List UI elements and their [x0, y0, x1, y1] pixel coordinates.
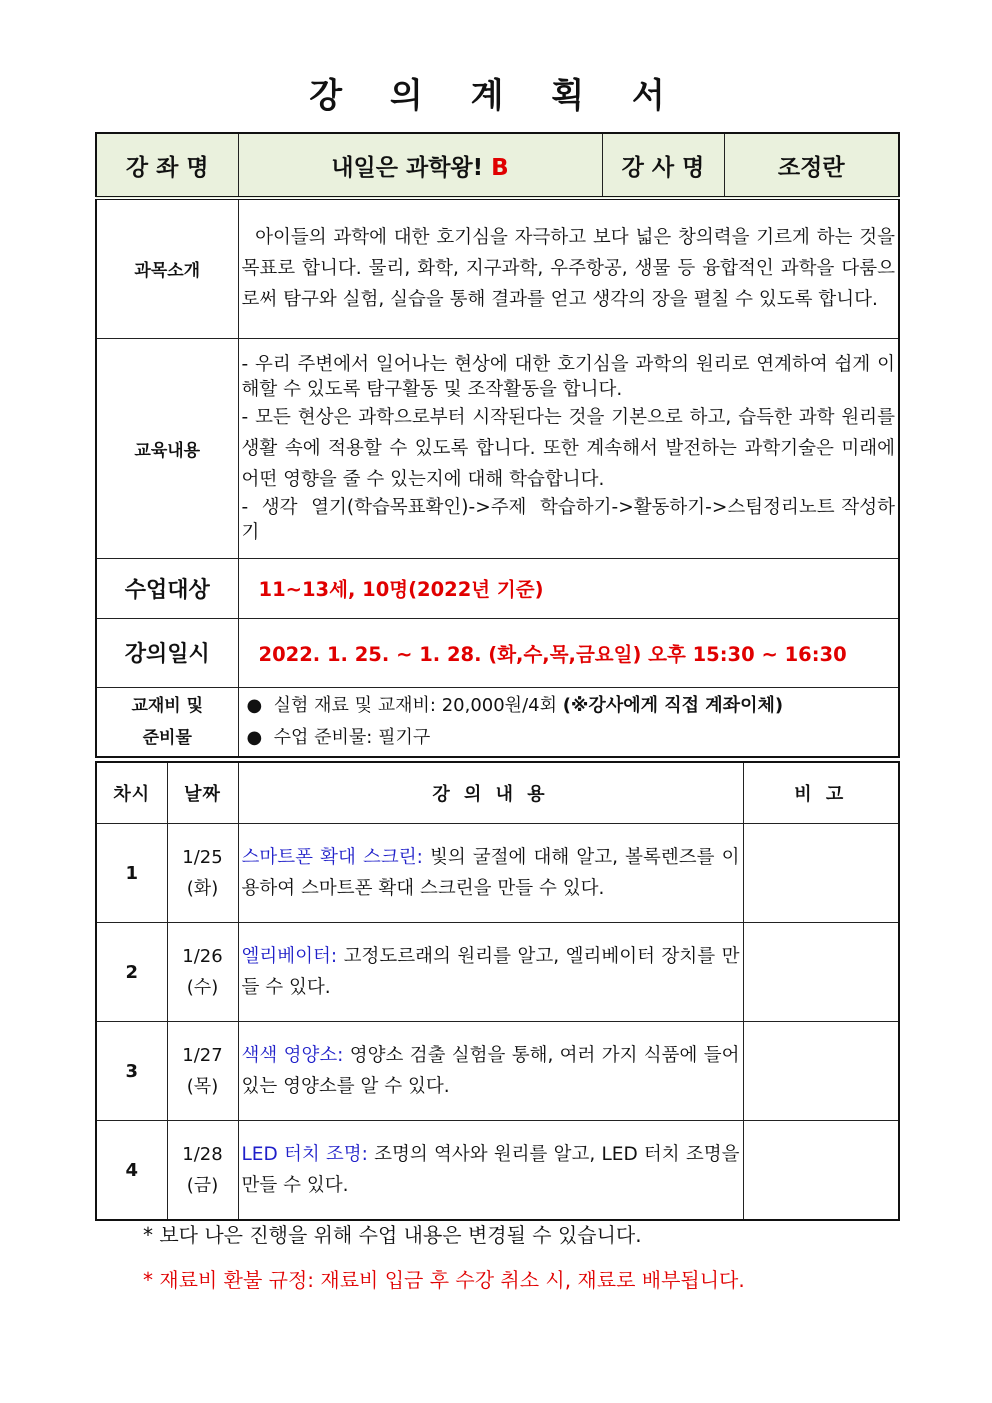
schedule-value: 2022. 1. 25. ~ 1. 28. (화,수,목,금요일) 오후 15:30 ~ 16:30 [238, 618, 899, 687]
intro-row [96, 198, 899, 338]
lesson-topic: 엘리베이터: [241, 946, 338, 967]
lesson-date-value: 1/25 [182, 847, 223, 868]
materials-item-1-bold: (※강사에게 직접 계좌이체) [562, 694, 784, 716]
lesson-number: 3 [96, 1022, 167, 1121]
instructor-name: 조정란 [724, 133, 899, 198]
lesson-description [238, 923, 743, 1022]
lesson-remarks [743, 1022, 899, 1121]
lesson-detail: 고정도르래의 원리를 알고, 엘리베이터 장치를 만들 수 있다. [241, 946, 740, 998]
intro-label: 과목소개 [96, 198, 238, 338]
materials-item-2: ● 수업 준비물: 필기구 [246, 726, 431, 748]
materials-label [96, 687, 238, 757]
lesson-number: 1 [96, 824, 167, 923]
lesson-description [238, 824, 743, 923]
lesson-detail: 조명의 역사와 원리를 알고, LED 터치 조명을 만들 수 있다. [241, 1144, 740, 1196]
content-row [96, 338, 899, 558]
course-name: 내일은 과학왕! [331, 154, 492, 181]
refund-notice: * 재료비 환불 규정: 재료비 입금 후 수강 취소 시, 재료로 배부됩니다. [143, 1268, 745, 1292]
content-header: 강 의 내 용 [238, 762, 743, 824]
lesson-date-value: 1/27 [182, 1045, 223, 1066]
lesson-header-row [96, 762, 899, 824]
lesson-date [167, 824, 238, 923]
lesson-number: 4 [96, 1121, 167, 1221]
lesson-date [167, 1121, 238, 1221]
session-header: 차시 [96, 762, 167, 824]
lesson-number: 2 [96, 923, 167, 1022]
materials-label-line2: 준비물 [142, 727, 192, 748]
lesson-topic: 색색 영양소: [241, 1045, 344, 1066]
change-notice: * 보다 나은 진행을 위해 수업 내용은 변경될 수 있습니다. [143, 1223, 642, 1247]
course-info-table [95, 132, 900, 758]
date-header: 날짜 [167, 762, 238, 824]
lesson-description [238, 1121, 743, 1221]
lesson-remarks [743, 824, 899, 923]
materials-list [238, 687, 899, 757]
remarks-header: 비 고 [743, 762, 899, 824]
lesson-detail: 빛의 굴절에 대해 알고, 볼록렌즈를 이용하여 스마트폰 확대 스크린을 만들 수 있다. [241, 847, 740, 899]
lesson-date [167, 1022, 238, 1121]
content-paragraph-1: - 우리 주변에서 일어나는 현상에 대한 호기심을 과학의 원리로 연계하여 쉽게 이해할 수 있도록 탐구활동 및 조작활동을 합니다. [241, 353, 895, 400]
course-header-row [96, 133, 899, 198]
target-value: 11~13세, 10명(2022년 기준) [238, 558, 899, 618]
lesson-day: (금) [186, 1175, 219, 1196]
lesson-date [167, 923, 238, 1022]
lesson-description [238, 1022, 743, 1121]
lesson-day: (화) [186, 878, 219, 899]
materials-item-1-text: ● 실험 재료 및 교재비: 20,000원/4회 [246, 694, 563, 716]
lesson-row [96, 923, 899, 1022]
lesson-row [96, 1121, 899, 1221]
target-label: 수업대상 [96, 558, 238, 618]
lesson-topic: LED 터치 조명: [241, 1144, 368, 1165]
page-title: 강 의 계 획 서 [309, 76, 683, 116]
lesson-date-value: 1/26 [182, 946, 223, 967]
materials-label-line1: 교재비 및 [131, 695, 204, 716]
lesson-row [96, 1022, 899, 1121]
materials-row [96, 687, 899, 757]
lesson-row [96, 824, 899, 923]
content-label: 교육내용 [96, 338, 238, 558]
intro-text: 아이들의 과학에 대한 호기심을 자극하고 보다 넓은 창의력을 기르게 하는 것을 목표로 합니다. 물리, 화학, 지구과학, 우주항공, 생물 등 융합적인 과학을 다룸으로써 탐구와 실험, 실습을 통해 결과를 얻고 생각의 장을 펼칠 수 있도록 합니다. [238, 198, 899, 338]
content-paragraph-3: - 생각 열기(학습목표확인)->주제 학습하기->활동하기->스팀정리노트 작성하기 [241, 496, 895, 543]
schedule-row [96, 618, 899, 687]
lesson-date-value: 1/28 [182, 1144, 223, 1165]
content-paragraph-2: - 모든 현상은 과학으로부터 시작된다는 것을 기본으로 하고, 습득한 과학 원리를 생활 속에 적용할 수 있도록 합니다. 또한 계속해서 발전하는 과학기술은 미래에 어떤 영향을 줄 수 있는지에 대해 학습합니다. [241, 406, 895, 490]
course-label: 강 좌 명 [96, 133, 238, 198]
schedule-label: 강의일시 [96, 618, 238, 687]
lesson-topic: 스마트폰 확대 스크린: [241, 847, 423, 868]
lesson-remarks [743, 923, 899, 1022]
target-row [96, 558, 899, 618]
lesson-remarks [743, 1121, 899, 1221]
content-text [238, 338, 899, 558]
lesson-day: (수) [186, 977, 219, 998]
lesson-detail: 영양소 검출 실험을 통해, 여러 가지 식품에 들어있는 영양소를 알 수 있다. [241, 1045, 740, 1097]
materials-item-1 [247, 690, 899, 722]
course-name-cell [238, 133, 602, 198]
lesson-plan-table [95, 761, 900, 1221]
lesson-day: (목) [186, 1076, 219, 1097]
instructor-label: 강 사 명 [602, 133, 724, 198]
course-suffix: B [491, 154, 509, 181]
